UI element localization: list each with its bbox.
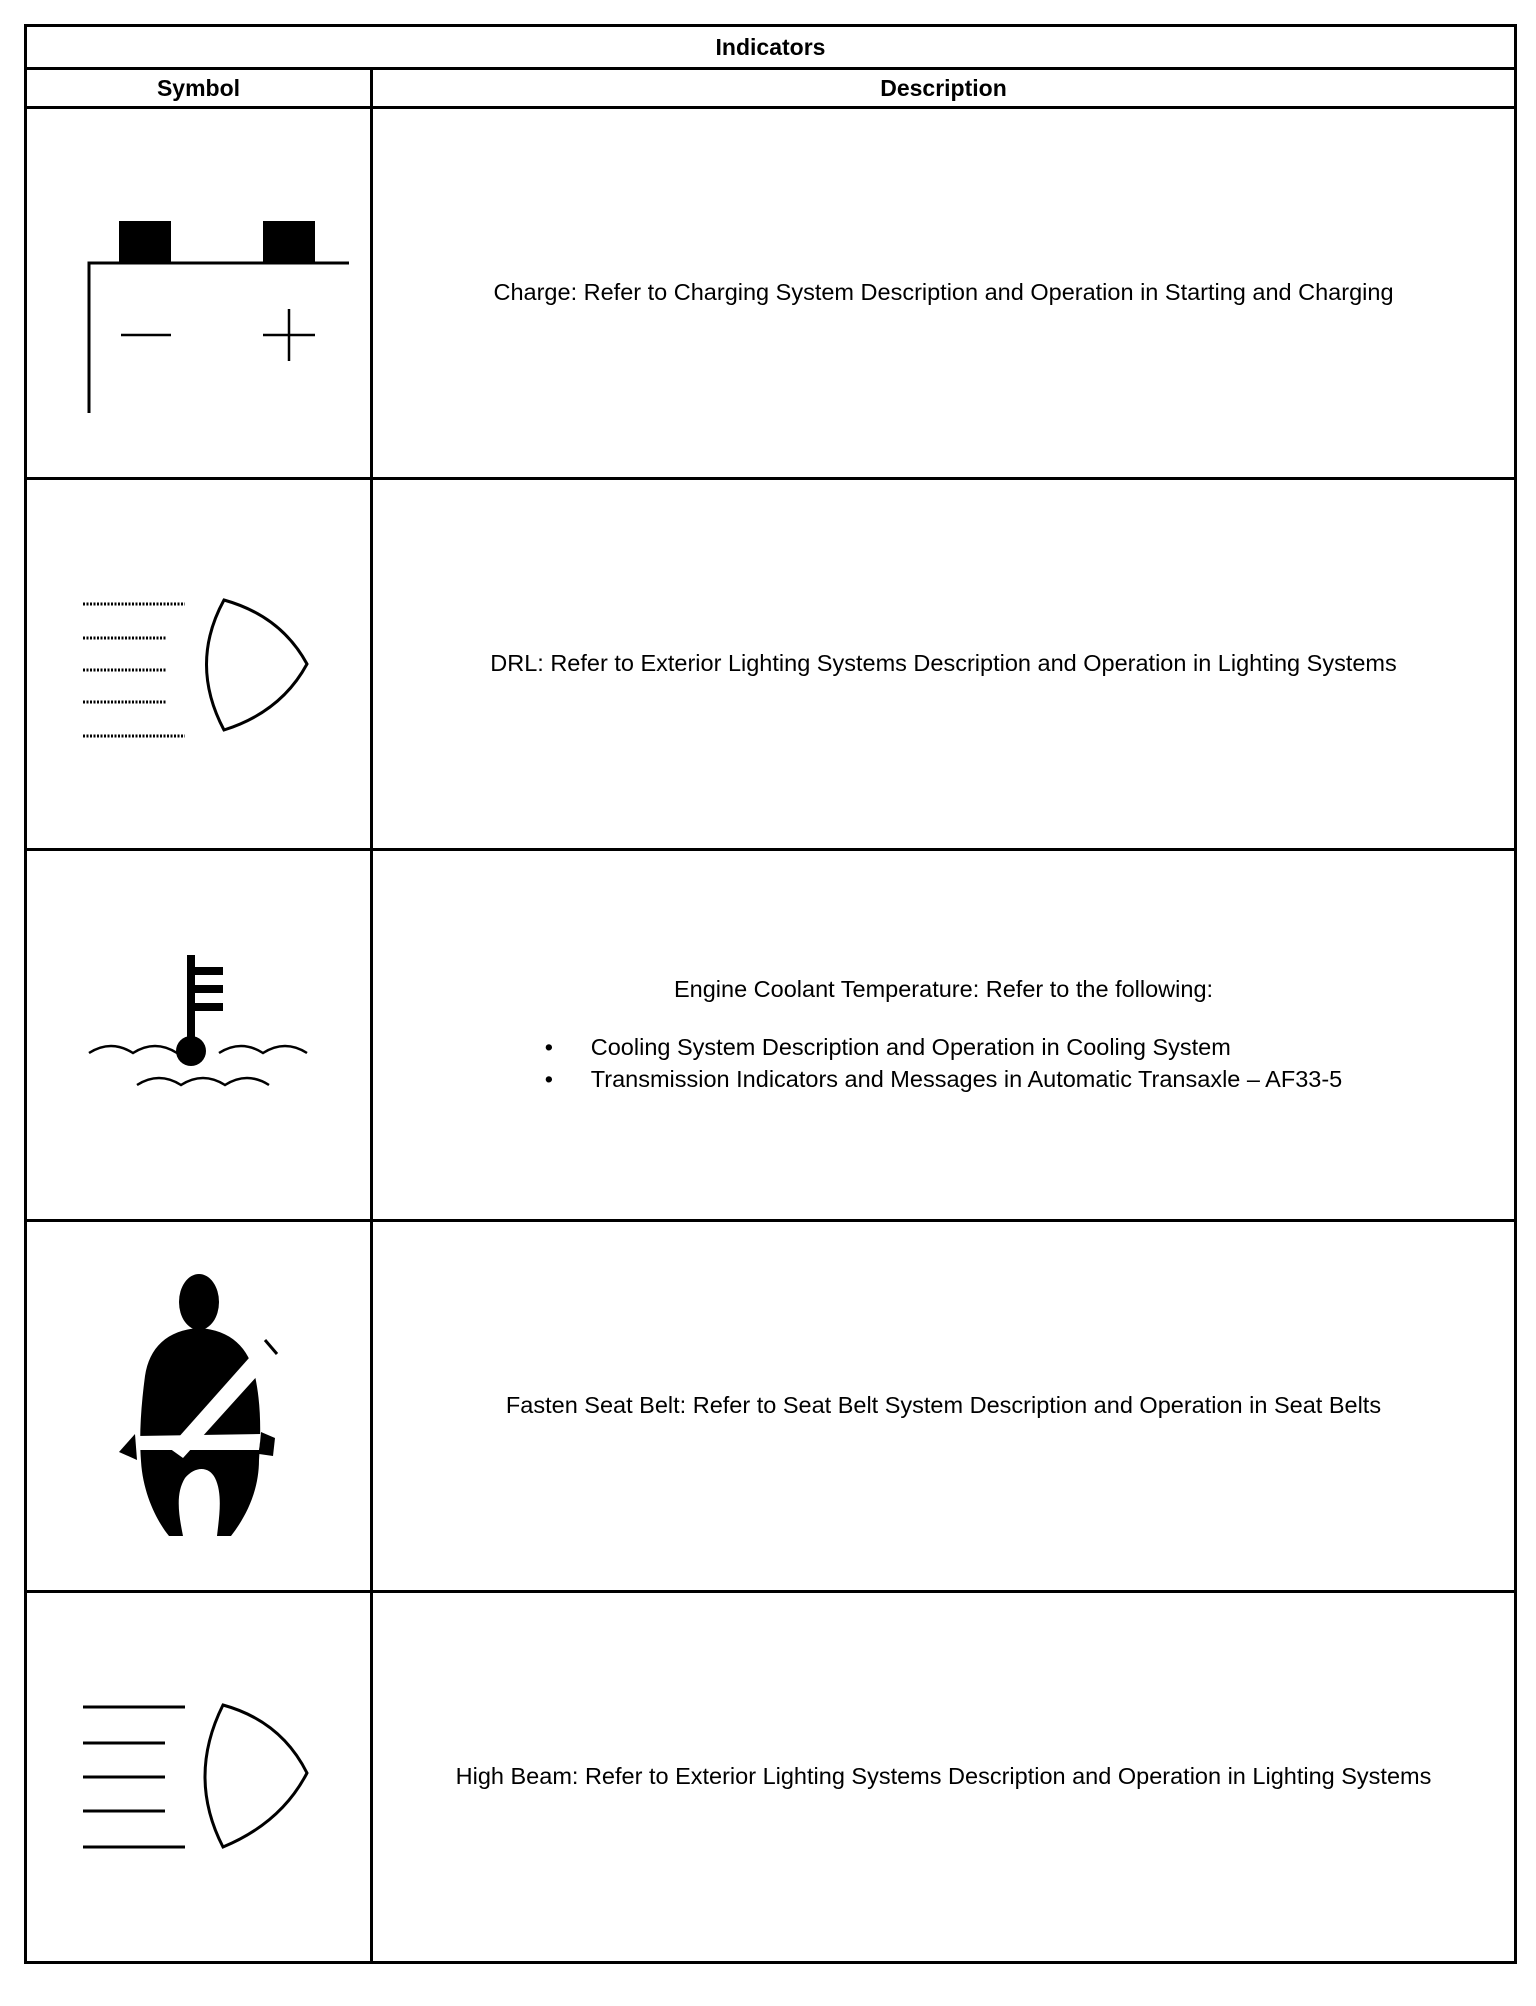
symbol-cell bbox=[26, 108, 372, 479]
table-row bbox=[26, 850, 1516, 1221]
battery-charge-icon bbox=[49, 173, 349, 413]
seat-belt-icon bbox=[49, 1256, 349, 1556]
table-row bbox=[26, 1221, 1516, 1592]
symbol-cell bbox=[26, 1221, 372, 1592]
table-title: Indicators bbox=[26, 26, 1516, 69]
coolant-bullet-list bbox=[545, 1032, 1342, 1095]
table-row bbox=[26, 108, 1516, 479]
description-cell bbox=[372, 108, 1516, 479]
engine-coolant-temperature-icon bbox=[49, 935, 349, 1135]
symbol-cell bbox=[26, 1592, 372, 1963]
symbol-column-header: Symbol bbox=[26, 69, 372, 108]
coolant-description: Engine Coolant Temperature: Refer to the following: bbox=[673, 976, 1214, 1003]
drl-headlamp-icon bbox=[49, 564, 349, 764]
description-cell bbox=[372, 479, 1516, 850]
drl-description: DRL: Refer to Exterior Lighting Systems Description and Operation in Lighting Systems bbox=[490, 650, 1397, 677]
description-cell bbox=[372, 850, 1516, 1221]
list-item: • Transmission Indicators and Messages in Automatic Transaxle – AF33-5 bbox=[545, 1064, 1342, 1096]
symbol-cell bbox=[26, 479, 372, 850]
description-cell bbox=[372, 1592, 1516, 1963]
symbol-cell bbox=[26, 850, 372, 1221]
high-beam-icon bbox=[49, 1677, 349, 1877]
high-beam-description: High Beam: Refer to Exterior Lighting Systems Description and Operation in Lighting Systems bbox=[455, 1763, 1432, 1790]
bullet-icon: • bbox=[544, 1065, 553, 1092]
table-row bbox=[26, 1592, 1516, 1963]
seat-belt-description: Fasten Seat Belt: Refer to Seat Belt System Description and Operation in Seat Belts bbox=[505, 1392, 1382, 1419]
list-item: • Cooling System Description and Operation in Cooling System bbox=[545, 1032, 1342, 1064]
description-cell bbox=[372, 1221, 1516, 1592]
table-row bbox=[26, 479, 1516, 850]
bullet-icon: • bbox=[544, 1034, 553, 1061]
indicators-table bbox=[24, 24, 1517, 1964]
description-column-header: Description bbox=[372, 69, 1516, 108]
charge-description: Charge: Refer to Charging System Description and Operation in Starting and Charging bbox=[493, 279, 1394, 306]
